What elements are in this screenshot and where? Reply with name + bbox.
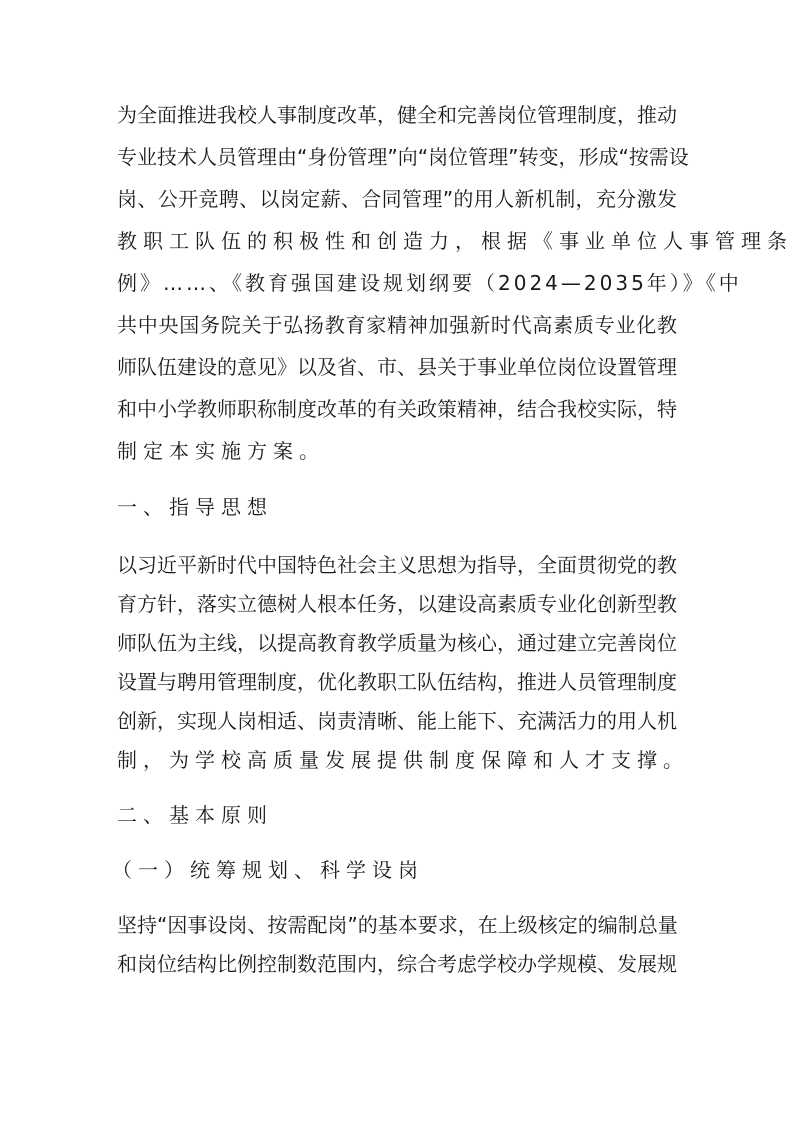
text-line: 设置与聘用管理制度，优化教职工队伍结构，推进人员管理制度 — [117, 670, 677, 694]
text-line: 专业技术人员管理由“身份管理”向“岗位管理”转变，形成“按需设 — [117, 145, 689, 169]
text-line: 创新，实现人岗相适、岗责清晰、能上能下、充满活力的用人机 — [117, 709, 677, 733]
text-line: 坚持“因事设岗、按需配岗”的基本要求，在上级核定的编制总量 — [117, 913, 678, 937]
text-line: 师队伍为主线，以提高教育教学质量为核心，通过建立完善岗位 — [117, 631, 677, 655]
principle-paragraph — [117, 906, 677, 984]
text-line: 以习近平新时代中国特色社会主义思想为指导，全面贯彻党的教 — [117, 553, 677, 577]
text-line: 育方针，落实立德树人根本任务，以建设高素质专业化创新型教 — [117, 592, 677, 616]
text-line: 师队伍建设的意见》以及省、市、县关于事业单位岗位设置管理 — [117, 355, 677, 379]
text-line: 制定本实施方案。 — [117, 439, 325, 463]
section-heading-guiding-ideology: 一、指导思想 — [117, 495, 273, 519]
guiding-ideology-paragraph — [117, 546, 689, 780]
text-line: 例》……、《教育强国建设规划纲要（2024—2035年）》《中 — [117, 271, 742, 295]
text-line: 教职工队伍的积极性和创造力，根据《事业单位人事管理条 — [117, 229, 793, 253]
subsection-heading: （一）统筹规划、科学设岗 — [112, 858, 424, 882]
text-line: 为全面推进我校人事制度改革，健全和完善岗位管理制度，推动 — [117, 103, 677, 127]
text-line: 制，为学校高质量发展提供制度保障和人才支撑。 — [117, 748, 689, 772]
text-line: 和岗位结构比例控制数范围内，综合考虑学校办学规模、发展规 — [117, 952, 677, 976]
text-line: 和中小学教师职称制度改革的有关政策精神，结合我校实际，特 — [117, 397, 677, 421]
text-line: 岗、公开竞聘、以岗定薪、合同管理”的用人新机制，充分激发 — [117, 187, 677, 211]
intro-paragraph — [117, 94, 793, 472]
section-heading-basic-principles: 二、基本原则 — [117, 803, 273, 827]
text-line: 共中央国务院关于弘扬教育家精神加强新时代高素质专业化教 — [117, 313, 677, 337]
